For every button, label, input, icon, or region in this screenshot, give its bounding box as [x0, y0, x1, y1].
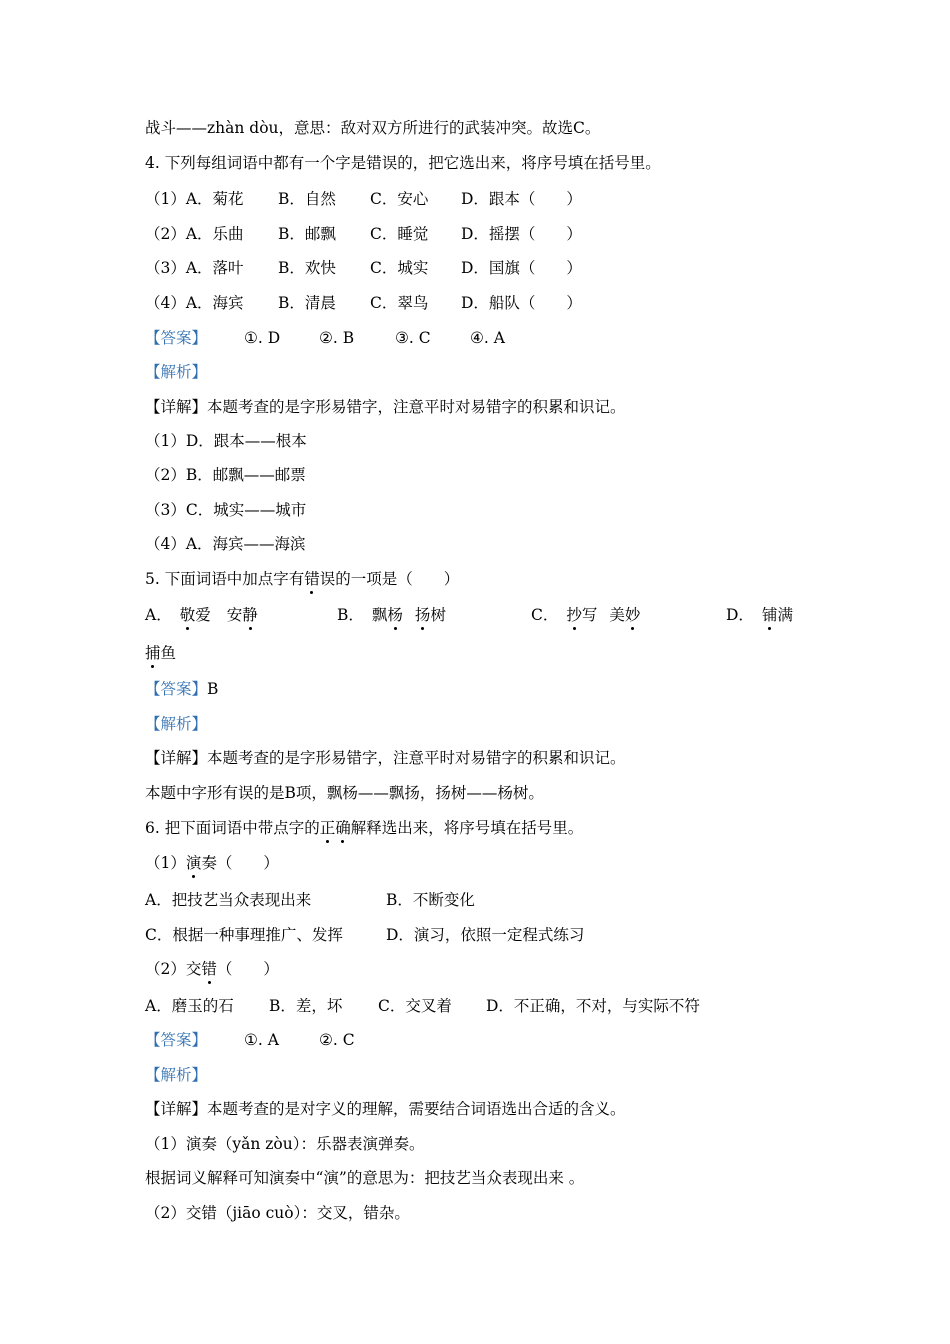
q4-row-option-d: D．跟本（ ） [461, 190, 582, 208]
dotted-char: 静 [242, 606, 258, 624]
dotted-char: 妙 [624, 606, 641, 624]
option-text: 写 [581, 606, 598, 624]
option-text: 鱼 [160, 644, 177, 662]
sub-text: 奏（ ） [201, 854, 279, 872]
q6-stem [145, 818, 583, 838]
detail-line: 【详解】本题考查的是字形易错字，注意平时对易错字的积累和识记。 [145, 398, 626, 416]
q4-row-option-b: B．邮飘 [278, 225, 336, 243]
dotted-char: 杨 [387, 606, 403, 624]
option-label: C． [531, 606, 559, 624]
q5-option-d-wrap [145, 643, 176, 663]
answer-item: ①. D [244, 329, 281, 347]
stem-text: 5. 下面词语中加点字有 [145, 570, 305, 588]
option-label: D． [726, 606, 754, 624]
stem-text: 误的一项是（ ） [319, 570, 460, 588]
fix-line: （1）D．跟本——根本 [145, 432, 307, 450]
dotted-char: 铺 [761, 606, 778, 624]
dotted-char: 确 [335, 819, 351, 837]
detail-line: 【详解】本题考查的是对字义的理解，需要结合词语选出合适的含义。 [145, 1100, 626, 1118]
option-text: 美 [609, 606, 625, 624]
q4-row-option-c: C．翠鸟 [370, 294, 429, 312]
intro-line: 战斗——zhàn dòu，意思：敌对双方所进行的武装冲突。故选C。 [145, 119, 601, 137]
option-c [531, 605, 640, 625]
q4-row-option-d: D．船队（ ） [461, 294, 582, 312]
option-text: 飘 [371, 606, 388, 624]
answer-item: ①. A [244, 1031, 279, 1049]
option-text: 安 [226, 606, 243, 624]
option-b: B．差，坏 [269, 997, 343, 1015]
answer-label: 【答案】 [145, 680, 208, 698]
q4-row-option-b: B．清晨 [278, 294, 336, 312]
answer-item: ④. A [470, 329, 505, 347]
q4-stem: 4. 下列每组词语中都有一个字是错误的，把它选出来，将序号填在括号里。 [145, 154, 661, 172]
dotted-char: 扬 [414, 606, 431, 624]
q4-row-option-d: D．摇摆（ ） [461, 225, 582, 243]
q4-row-option-a: （1）A．菊花 [145, 190, 244, 208]
q4-row-option-c: C．睡觉 [370, 225, 429, 243]
explain-line: 本题中字形有误的是B项，飘杨——飘扬，扬树——杨树。 [145, 784, 544, 802]
explain-line: （2）交错（jiāo cuò）：交叉，错杂。 [145, 1204, 410, 1222]
dotted-char: 错 [304, 570, 320, 588]
q4-row-option-a: （4）A．海宾 [145, 294, 244, 312]
dotted-char: 正 [319, 819, 336, 837]
analysis-label: 【解析】 [145, 363, 208, 381]
q6-sub2 [145, 959, 279, 979]
fix-line: （2）B．邮飘——邮票 [145, 466, 306, 484]
sub-text: （1） [145, 854, 186, 872]
option-b: B．不断变化 [386, 891, 475, 909]
answer-label: 【答案】 [145, 329, 208, 347]
answer-item: ②. B [319, 329, 355, 347]
option-text: 爱 [195, 606, 211, 624]
option-d [726, 605, 793, 625]
q4-row-option-c: C．城实 [370, 259, 429, 277]
dotted-char: 抄 [566, 606, 582, 624]
q4-row-option-b: B．欢快 [278, 259, 336, 277]
sub-text: （2）交 [145, 960, 202, 978]
analysis-label: 【解析】 [145, 1066, 208, 1084]
fix-line: （3）C．城实——城市 [145, 501, 307, 519]
answer-item: ③. C [395, 329, 431, 347]
q4-row-option-d: D．国旗（ ） [461, 259, 582, 277]
sub-text: （ ） [216, 960, 279, 978]
option-c: C．交叉着 [378, 997, 452, 1015]
answer-label: 【答案】 [145, 1031, 208, 1049]
explain-line: 根据词义解释可知演奏中“演”的意思为：把技艺当众表现出来 。 [145, 1169, 585, 1187]
q4-row-option-a: （3）A．落叶 [145, 259, 244, 277]
option-c: C．根据一种事理推广、发挥 [145, 926, 343, 944]
fix-line: （4）A．海宾——海滨 [145, 535, 306, 553]
explain-line: （1）演奏（yǎn zòu）：乐器表演弹奏。 [145, 1135, 425, 1153]
q6-sub1 [145, 853, 279, 873]
dotted-char: 错 [201, 960, 217, 978]
dotted-char: 捕 [145, 644, 161, 662]
stem-text: 6. 把下面词语中带点字的 [145, 819, 320, 837]
q4-row-option-a: （2）A．乐曲 [145, 225, 244, 243]
q5-stem [145, 569, 459, 589]
option-d: D．不正确，不对，与实际不符 [486, 997, 700, 1015]
analysis-label: 【解析】 [145, 715, 208, 733]
option-text: 满 [777, 606, 793, 624]
answer-item: B [207, 680, 219, 698]
dotted-char: 敬 [179, 606, 196, 624]
q4-row-option-b: B．自然 [278, 190, 336, 208]
option-label: B． [337, 606, 364, 624]
option-a: A．把技艺当众表现出来 [145, 891, 312, 909]
dotted-char: 演 [185, 854, 202, 872]
q4-row-option-c: C．安心 [370, 190, 429, 208]
option-a [145, 605, 258, 625]
answer-item: ②. C [319, 1031, 355, 1049]
option-a: A．磨玉的石 [145, 997, 234, 1015]
q5-answer [145, 679, 218, 699]
stem-text: 解释选出来，将序号填在括号里。 [350, 819, 584, 837]
option-label: A． [145, 606, 172, 624]
option-text: 树 [430, 606, 446, 624]
option-b [337, 605, 446, 625]
option-d: D．演习，依照一定程式练习 [386, 926, 585, 944]
detail-line: 【详解】本题考查的是字形易错字，注意平时对易错字的积累和识记。 [145, 749, 626, 767]
